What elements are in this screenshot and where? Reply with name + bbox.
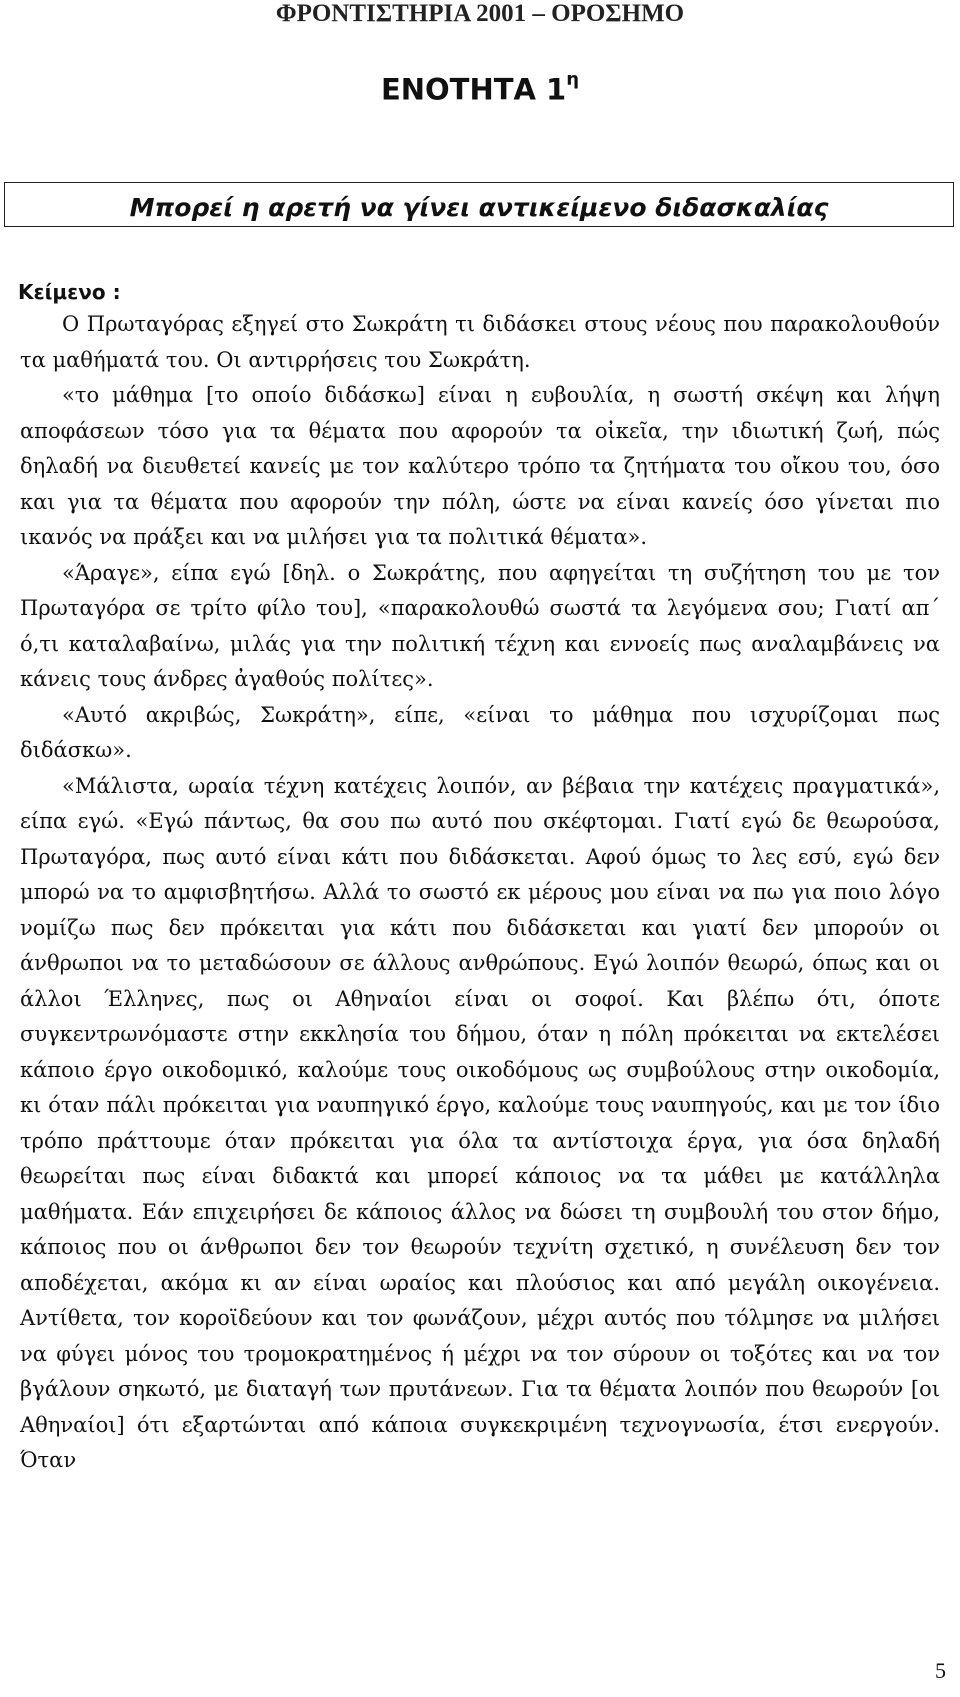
page-number: 5 (935, 1658, 946, 1683)
paragraph: «Μάλιστα, ωραία τέχνη κατέχεις λοιπόν, αν βέβαια την κατέχεις πραγματικά», είπα εγώ. «Εγώ πάντως, θα σου πω αυτό που σκέφτομαι. Γιατί εγώ δε θεωρούσα, Πρωταγόρα, πως αυτό είναι κάτι που διδάσκεται. Αφού όμως το λες εσύ, εγώ δεν μπορώ να το αμφισβητήσω. Αλλά το σωστό εκ μέρους μου είναι να πω για ποιο λόγο νομίζω πως δεν πρόκειται για κάτι που διδάσκεται και γιατί δεν μπορούν οι άνθρωποι να το μεταδώσουν σε άλλους ανθρώπους. Εγώ λοιπόν θεωρώ, όπως και οι άλλοι Έλληνες, πως οι Αθηναίοι είναι οι σοφοί. Και βλέπω ότι, όποτε συγκεντρωνόμαστε στην εκκλησία του δήμου, όταν η πόλη πρόκειται να εκτελέσει κάποιο έργο οικοδομικό, καλούμε τους οικοδόμους ως συμβούλους στην οικοδομία, κι όταν πάλι πρόκειται για ναυπηγικό έργο, καλούμε τους ναυπηγούς, και με τον ίδιο τρόπο πράττουμε όταν πρόκειται για όλα τα αντίστοιχα έργα, για όσα δηλαδή θεωρείται πως είναι διδακτά και μπορεί κάποιος να τα μάθει με κατάλληλα μαθήματα. Εάν επιχειρήσει δε κάποιος άλλος να δώσει τη συμβουλή του στον δήμο, κάποιος που οι άνθρωποι δεν τον θεωρούν τεχνίτη σχετικό, η συνέλευση δεν τον αποδέχεται, ακόμα κι αν είναι ωραίος και πλούσιος και από μεγάλη οικογένεια. Αντίθετα, τον κοροϊδεύουν και τον φωνάζουν, μέχρι αυτός που τόλμησε να μιλήσει να φύγει μόνος του τρομοκρατημένος ή μέχρι να τον σύρουν οι τοξότες και να τον βγάλουν σηκωτό, με διαταγή των πρυτάνεων. Για τα θέματα λοιπόν που θεωρούν [οι Αθηναίοι] ότι εξαρτώνται από κάποια συγκεκριμένη τεχνογνωσία, έτσι ενεργούν. Όταν (20, 773, 940, 1472)
paragraph: «Αυτό ακριβώς, Σωκράτη», είπε, «είναι το μάθημα που ισχυρίζομαι πως διδάσκω». (20, 702, 940, 762)
lesson-title-box (4, 182, 954, 227)
section-label: Κείμενο : (18, 280, 121, 304)
unit-title-ordinal: η (566, 69, 580, 90)
paragraph: «Άραγε», είπα εγώ [δηλ. ο Σωκράτης, που αφηγείται τη συζήτηση του με τον Πρωταγόρα σε τρίτο φίλο του], «παρακολουθώ σωστά τα λεγόμενα σου; Γιατί απ΄ ό,τι καταλαβαίνω, μιλάς για την πολιτική τέχνη και εννοείς πως αναλαμβάνεις να κάνεις τους άνδρες ἀγαθούς πολίτες». (20, 560, 940, 691)
unit-title-text: ΕΝΟΤΗΤΑ 1 (380, 72, 567, 107)
unit-title (0, 62, 960, 112)
document-header: ΦΡΟΝΤΙΣΤΗΡΙΑ 2001 – ΟΡΟΣΗΜΟ (275, 0, 685, 27)
text-body (20, 307, 940, 1479)
paragraph: «το μάθημα [το οποίο διδάσκω] είναι η ευβουλία, η σωστή σκέψη και λήψη αποφάσεων τόσο για τα θέματα που αφορούν τα οἰκεῖα, την ιδιωτική ζωή, πώς δηλαδή να διευθετεί κανείς με τον καλύτερο τρόπο τα ζητήματα του οἴκου του, όσο και για τα θέματα που αφορούν την πόλη, ώστε να είναι κανείς όσο γίνεται πιο ικανός να πράξει και να μιλήσει για τα πολιτικά θέματα». (20, 383, 940, 549)
paragraph: Ο Πρωταγόρας εξηγεί στο Σωκράτη τι διδάσκει στους νέους που παρακολουθούν τα μαθήματά του. Οι αντιρρήσεις του Σωκράτη. (20, 312, 940, 372)
lesson-title: Μπορεί η αρετή να γίνει αντικείμενο διδασκαλίας (129, 193, 829, 222)
